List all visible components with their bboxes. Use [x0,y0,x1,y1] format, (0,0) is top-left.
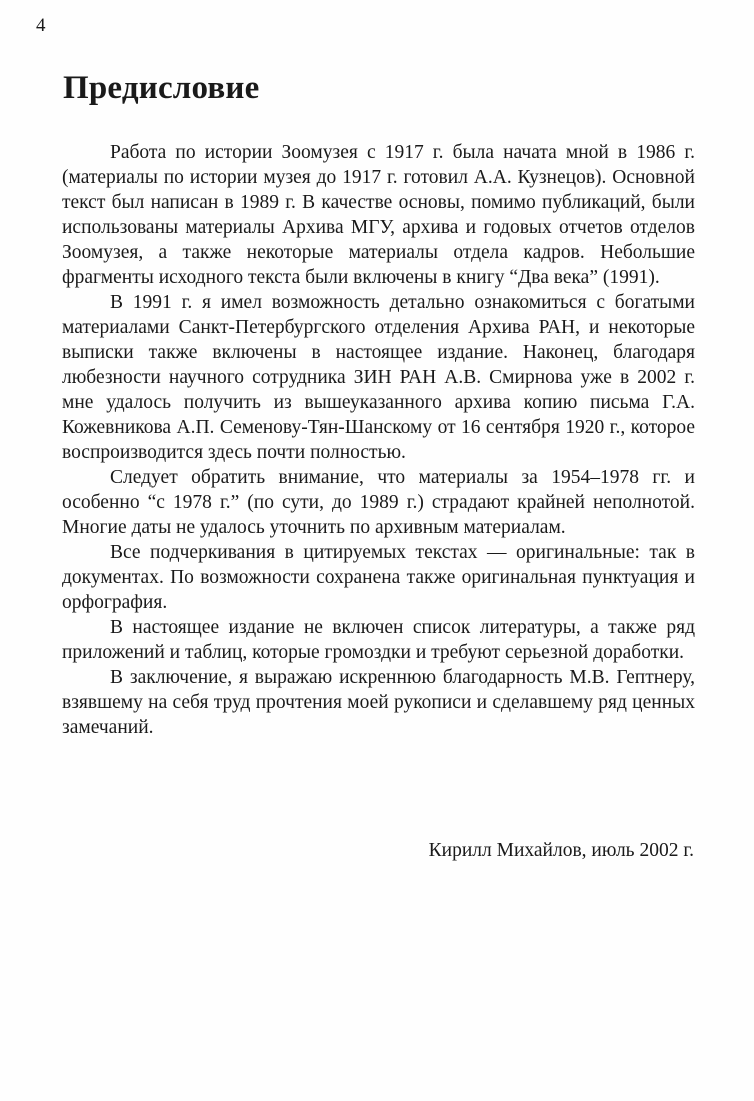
paragraph-5: В настоящее издание не включен список литературы, а также ряд приложений и таблиц, которые громоздки и требуют серьезной доработки. [62,617,695,663]
paragraph-4: Все подчеркивания в цитируемых текстах — оригинальные: так в документах. По возможности сохранена также оригинальная пунктуация и орфография. [62,542,695,613]
page-number: 4 [36,15,46,36]
paragraph-2: В 1991 г. я имел возможность детально ознакомиться с богатыми материалами Санкт-Петербургского отделения Архива РАН, и некоторые выписки также включены в настоящее издание. Наконец, благодаря любезности научного сотрудника ЗИН РАН А.В. Смирнова уже в 2002 г. мне удалось получить из вышеуказанного архива копию письма Г.А. Кожевникова А.П. Семенову-Тян-Шанскому от 16 сентября 1920 г., которое воспроизводится здесь почти полностью. [62,292,695,463]
paragraph-6: В заключение, я выражаю искреннюю благодарность М.В. Гептнеру, взявшему на себя труд прочтения моей рукописи и сделавшему ряд ценных замечаний. [62,667,695,738]
paragraph-3: Следует обратить внимание, что материалы за 1954–1978 гг. и особенно “с 1978 г.” (по сути, до 1989 г.) страдают крайней неполнотой. Многие даты не удалось уточнить по архивным материалам. [62,467,695,538]
paragraph-1: Работа по истории Зоомузея с 1917 г. была начата мной в 1986 г. (материалы по истории музея до 1917 г. готовил А.А. Кузнецов). Основной текст был написан в 1989 г. В качестве основы, помимо публикаций, были использованы материалы Архива МГУ, архива и годовых отчетов отделов Зоомузея, а также некоторые материалы отдела кадров. Небольшие фрагменты исходного текста были включены в книгу “Два века” (1991). [62,142,695,288]
page-title: Предисловие [63,70,260,106]
preface-body [62,140,695,740]
author-signature: Кирилл Михайлов, июль 2002 г. [428,840,694,861]
